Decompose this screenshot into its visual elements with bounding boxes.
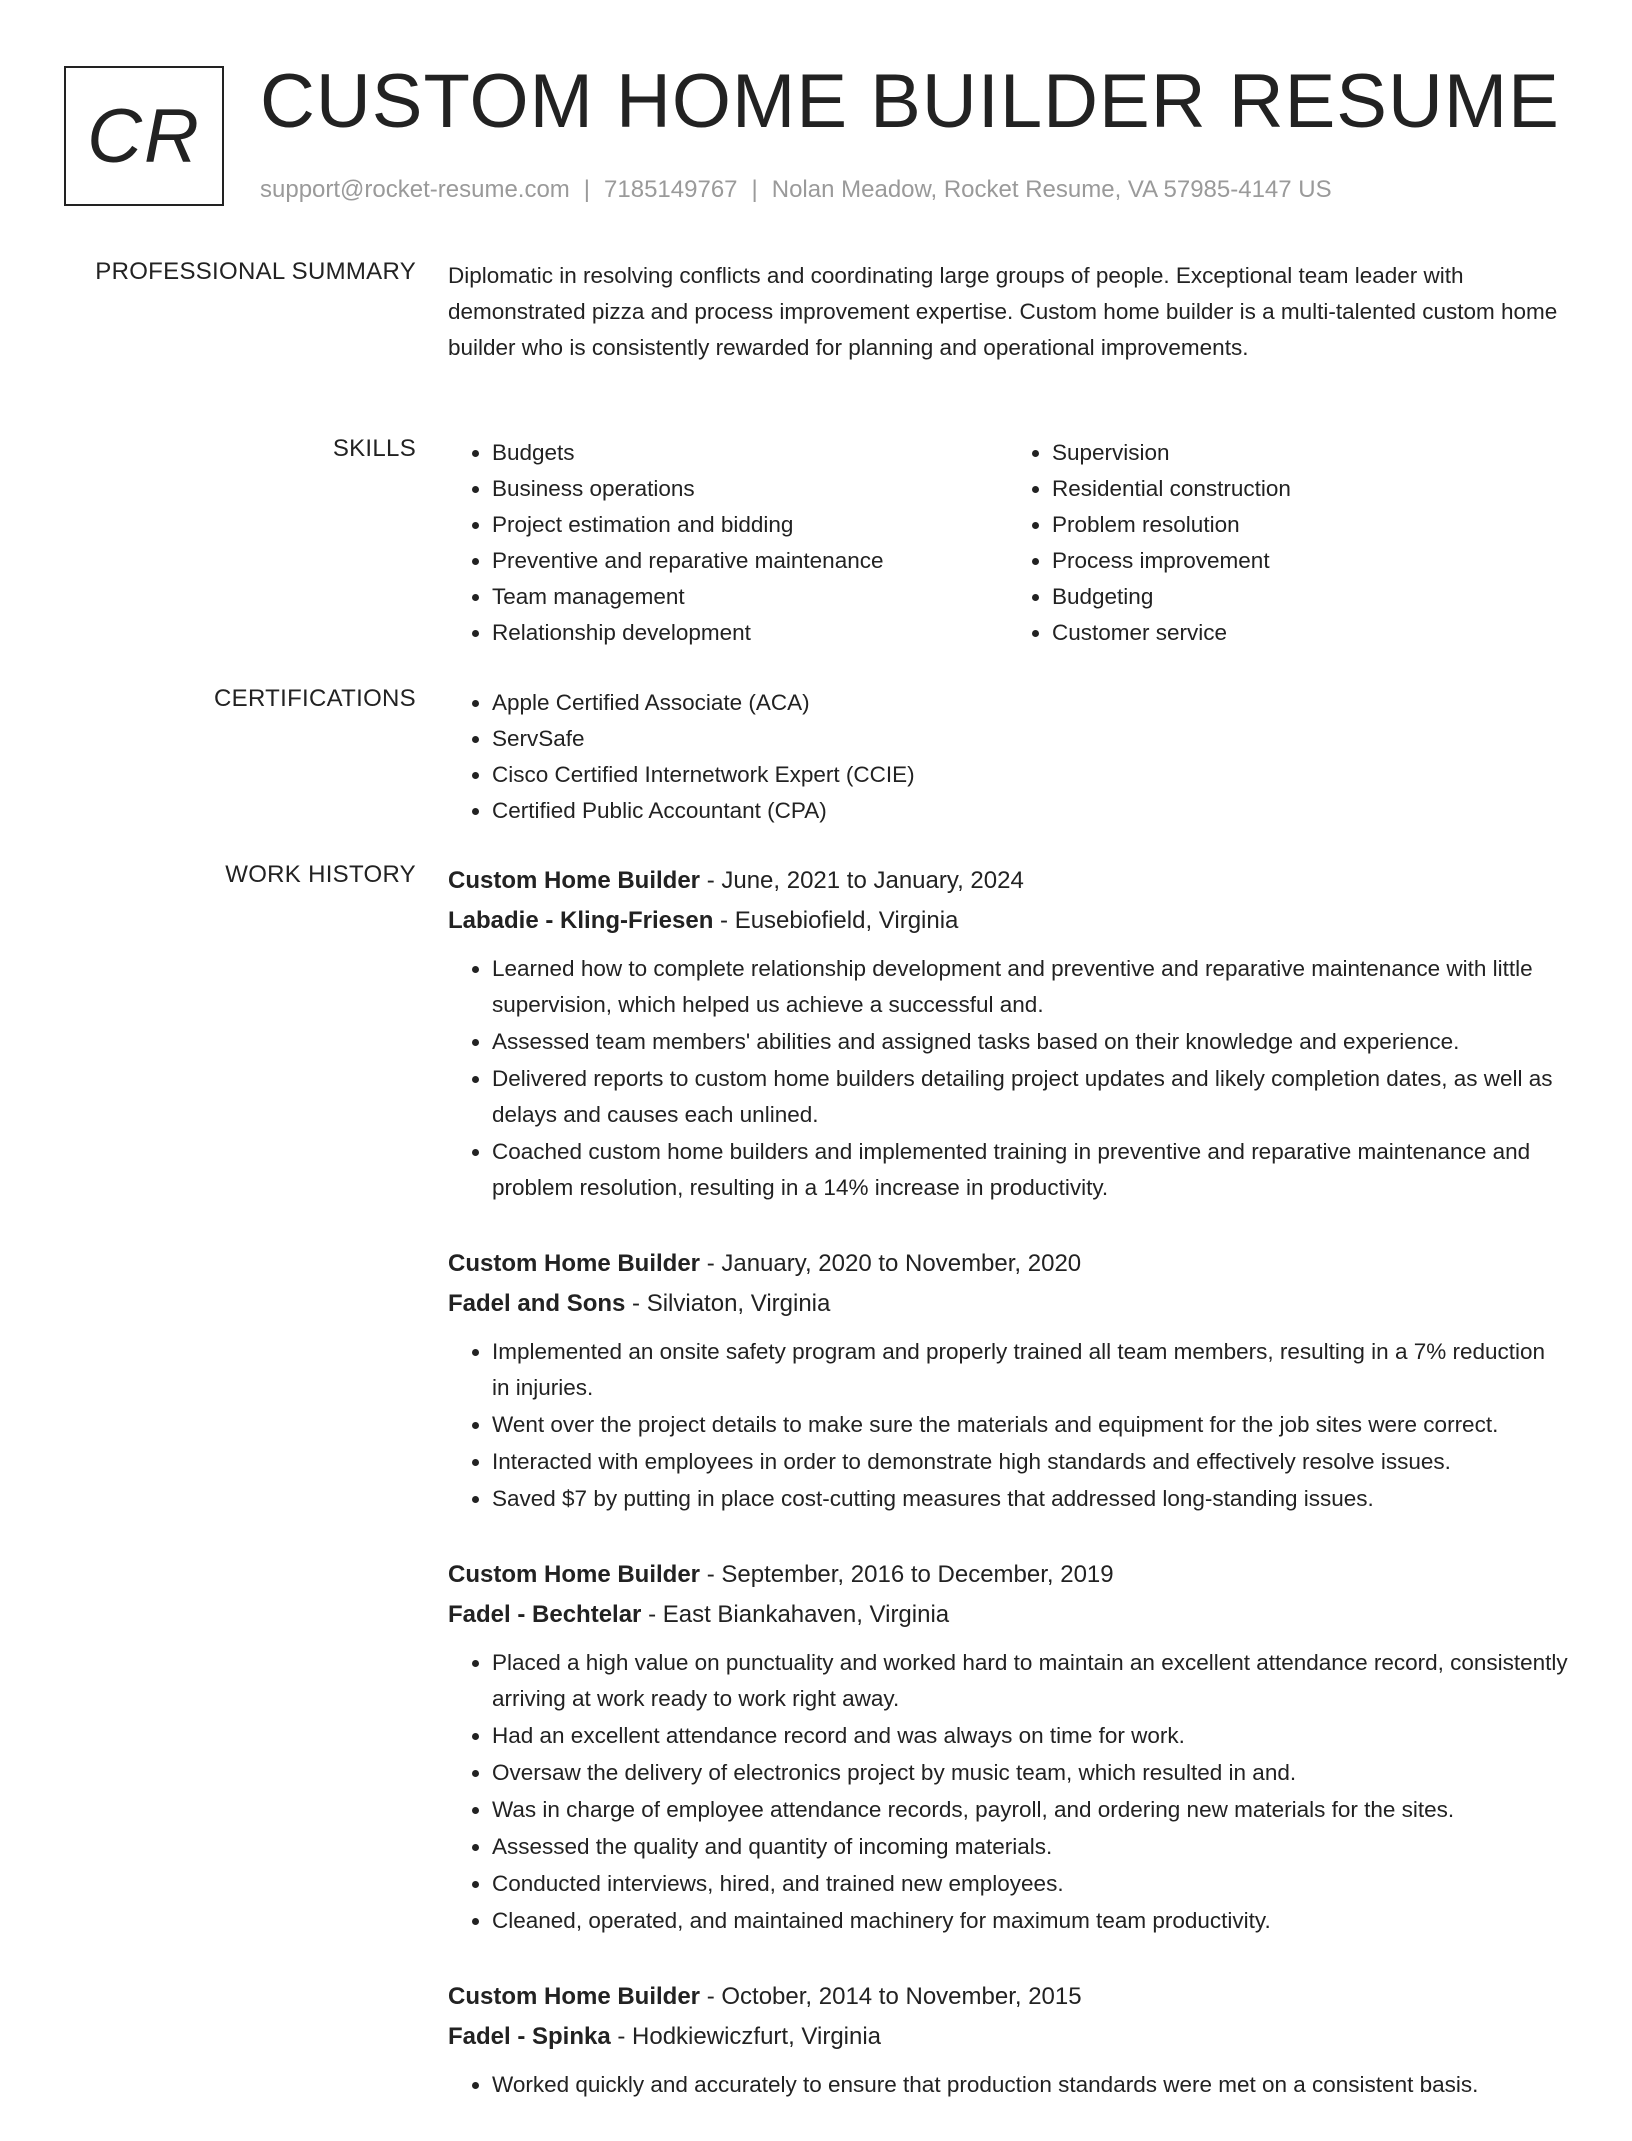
job-title: Custom Home Builder — [448, 1983, 701, 2010]
job-bullets — [448, 2067, 1568, 2103]
job-dates: - January, 2020 to November, 2020 — [700, 1250, 1082, 1277]
job-bullet: • Assessed the quality and quantity of incoming materials. — [492, 1829, 1568, 1865]
job-title: Custom Home Builder — [448, 1561, 701, 1588]
certification-item: • Certified Public Accountant (CPA) — [492, 793, 1568, 829]
monogram-logo: CR — [64, 66, 224, 206]
skills-label: SKILLS — [332, 435, 416, 462]
certification-item: • Cisco Certified Internetwork Expert (CCIE) — [492, 757, 1568, 793]
job-bullet: • Was in charge of employee attendance records, payroll, and ordering new materials for the sites. — [492, 1792, 1568, 1828]
job-bullet: • Worked quickly and accurately to ensure that production standards were met on a consistent basis. — [492, 2067, 1568, 2103]
skills-body — [448, 435, 1568, 651]
job-bullets — [448, 1334, 1568, 1517]
work-history-body — [448, 861, 1568, 2141]
contact-line — [260, 176, 1332, 204]
certifications-label: CERTIFICATIONS — [214, 685, 416, 712]
job-company: Fadel - Spinka — [448, 2023, 611, 2050]
job-dates: - June, 2021 to January, 2024 — [700, 867, 1024, 894]
job-dates: - October, 2014 to November, 2015 — [700, 1983, 1082, 2010]
job-bullet: • Interacted with employees in order to demonstrate high standards and effectively resolve issues. — [492, 1444, 1568, 1480]
skill-item: • Project estimation and bidding — [492, 507, 1008, 543]
job-bullets — [448, 951, 1568, 1206]
contact-separator: | — [583, 176, 591, 203]
job-company: Labadie - Kling-Friesen — [448, 907, 714, 934]
job-location: - Hodkiewiczfurt, Virginia — [610, 2023, 882, 2050]
skill-item: • Residential construction — [1052, 471, 1568, 507]
resume-header — [64, 59, 1564, 214]
job-title-line — [448, 1555, 1568, 1595]
job-bullet: • Cleaned, operated, and maintained machinery for maximum team productivity. — [492, 1903, 1568, 1939]
job-bullet: • Placed a high value on punctuality and worked hard to maintain an excellent attendance record, consistently arriving at work ready to work right away. — [492, 1645, 1568, 1717]
skill-item: • Problem resolution — [1052, 507, 1568, 543]
job-entry — [448, 861, 1568, 1206]
job-company-line — [448, 1595, 1568, 1635]
skills-list-left — [448, 435, 1008, 651]
skill-item: • Business operations — [492, 471, 1008, 507]
skill-item: • Budgeting — [1052, 579, 1568, 615]
skill-item: • Process improvement — [1052, 543, 1568, 579]
contact-email: support@rocket-resume.com — [260, 176, 570, 203]
job-location: - East Biankahaven, Virginia — [641, 1601, 950, 1628]
job-title: Custom Home Builder — [448, 1250, 701, 1277]
job-bullet: • Had an excellent attendance record and was always on time for work. — [492, 1718, 1568, 1754]
summary-text: Diplomatic in resolving conflicts and coordinating large groups of people. Exceptional team leader with demonstrated pizza and process improvement expertise. Custom home builder is a multi-talented custom home builder who is consistently rewarded for planning and operational improvements. — [448, 263, 1558, 360]
job-bullets — [448, 1645, 1568, 1939]
job-entry — [448, 1555, 1568, 1939]
certifications-body — [448, 685, 1568, 829]
job-company: Fadel - Bechtelar — [448, 1601, 642, 1628]
contact-separator: | — [751, 176, 758, 203]
skill-item: • Supervision — [1052, 435, 1568, 471]
job-bullet: • Assessed team members' abilities and assigned tasks based on their knowledge and experience. — [492, 1024, 1568, 1060]
job-bullet: • Delivered reports to custom home builders detailing project updates and likely completion dates, as well as delays and causes each unlined. — [492, 1061, 1568, 1133]
page-title: CUSTOM HOME BUILDER RESUME — [260, 59, 1560, 144]
job-company-line — [448, 1284, 1568, 1324]
contact-address: Nolan Meadow, Rocket Resume, VA 57985-4147 US — [771, 176, 1332, 203]
job-bullet: • Implemented an onsite safety program and properly trained all team members, resulting in a 7% reduction in injuries. — [492, 1334, 1568, 1406]
certification-item: • ServSafe — [492, 721, 1568, 757]
contact-phone: 7185149767 — [604, 176, 738, 203]
certification-item: • Apple Certified Associate (ACA) — [492, 685, 1568, 721]
skill-item: • Relationship development — [492, 615, 1008, 651]
work-history-label: WORK HISTORY — [225, 861, 416, 888]
skill-item: • Budgets — [492, 435, 1008, 471]
skills-list-right — [1008, 435, 1568, 651]
job-location: - Eusebiofield, Virginia — [713, 907, 959, 934]
summary-label: PROFESSIONAL SUMMARY — [95, 258, 416, 285]
skill-item: • Customer service — [1052, 615, 1568, 651]
job-bullet: • Coached custom home builders and implemented training in preventive and reparative maintenance and problem resolution, resulting in a 14% increase in productivity. — [492, 1134, 1568, 1206]
job-company-line — [448, 2017, 1568, 2057]
job-bullet: • Learned how to complete relationship development and preventive and reparative maintenance with little supervision, which helped us achieve a successful and. — [492, 951, 1568, 1023]
job-title-line — [448, 1977, 1568, 2017]
job-title: Custom Home Builder — [448, 867, 701, 894]
job-dates: - September, 2016 to December, 2019 — [700, 1561, 1114, 1588]
job-location: - Silviaton, Virginia — [625, 1290, 831, 1317]
skill-item: • Preventive and reparative maintenance — [492, 543, 1008, 579]
job-bullet: • Went over the project details to make sure the materials and equipment for the job sites were correct. — [492, 1407, 1568, 1443]
skill-item: • Team management — [492, 579, 1008, 615]
job-company: Fadel and Sons — [448, 1290, 626, 1317]
summary-body — [448, 258, 1568, 366]
job-company-line — [448, 901, 1568, 941]
job-bullet: • Conducted interviews, hired, and trained new employees. — [492, 1866, 1568, 1902]
job-entry — [448, 1244, 1568, 1517]
job-title-line — [448, 861, 1568, 901]
job-bullet: • Saved $7 by putting in place cost-cutting measures that addressed long-standing issues. — [492, 1481, 1568, 1517]
job-entry — [448, 1977, 1568, 2103]
job-title-line — [448, 1244, 1568, 1284]
certifications-list — [448, 685, 1568, 829]
job-bullet: • Oversaw the delivery of electronics project by music team, which resulted in and. — [492, 1755, 1568, 1791]
